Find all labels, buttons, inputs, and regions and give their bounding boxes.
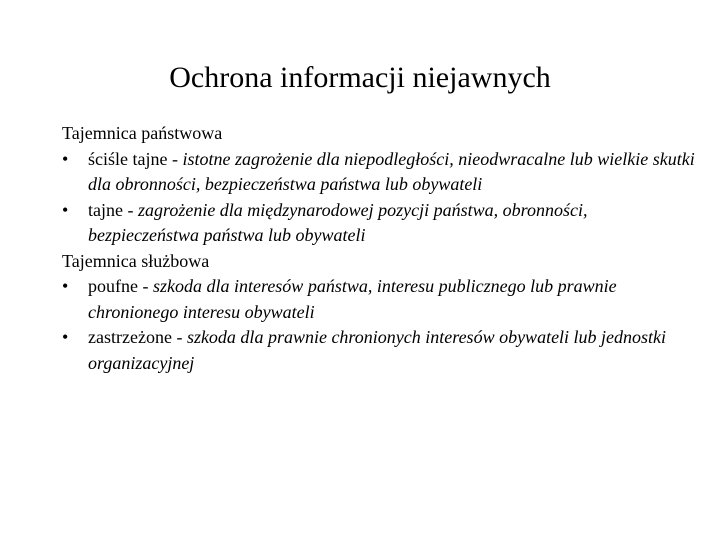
separator: - xyxy=(171,327,187,347)
bullet-icon: • xyxy=(62,199,69,220)
section-heading: Tajemnica państwowa xyxy=(62,123,223,143)
classification-description: szkoda dla interesów państwa, interesu publicznego lub prawnie chronionego interesu obywateli xyxy=(88,276,617,322)
classification-description: zagrożenie dla międzynarodowej pozycji państwa, obronności, bezpieczeństwa państwa lub obywateli xyxy=(88,199,588,245)
list-item xyxy=(62,147,702,198)
bullet-icon: • xyxy=(62,327,69,347)
classification-term: poufne xyxy=(88,276,138,296)
classification-description: szkoda dla prawnie chronionych interesów obywateli lub jednostki organizacyjnej xyxy=(88,327,667,373)
bullet-icon: • xyxy=(62,276,69,296)
list-item xyxy=(62,274,702,325)
list-item xyxy=(62,198,702,249)
slide-content xyxy=(62,121,702,376)
separator: - xyxy=(137,276,153,296)
classification-term: ściśle tajne xyxy=(88,148,168,169)
section-state-secret xyxy=(62,121,702,249)
slide-title: Ochrona informacji niejawnych xyxy=(169,61,551,94)
list-item xyxy=(62,325,702,376)
classification-term: zastrzeżone xyxy=(88,327,172,347)
separator: - xyxy=(167,148,183,169)
section-service-secret xyxy=(62,249,702,377)
classification-term: tajne xyxy=(88,199,123,220)
classification-description: istotne zagrożenie dla niepodległości, nieodwracalne lub wielkie skutki dla obronności, bezpieczeństwa państwa lub obywateli xyxy=(88,148,695,194)
separator: - xyxy=(122,199,138,220)
bullet-icon: • xyxy=(62,148,69,169)
section-heading: Tajemnica służbowa xyxy=(62,250,210,271)
